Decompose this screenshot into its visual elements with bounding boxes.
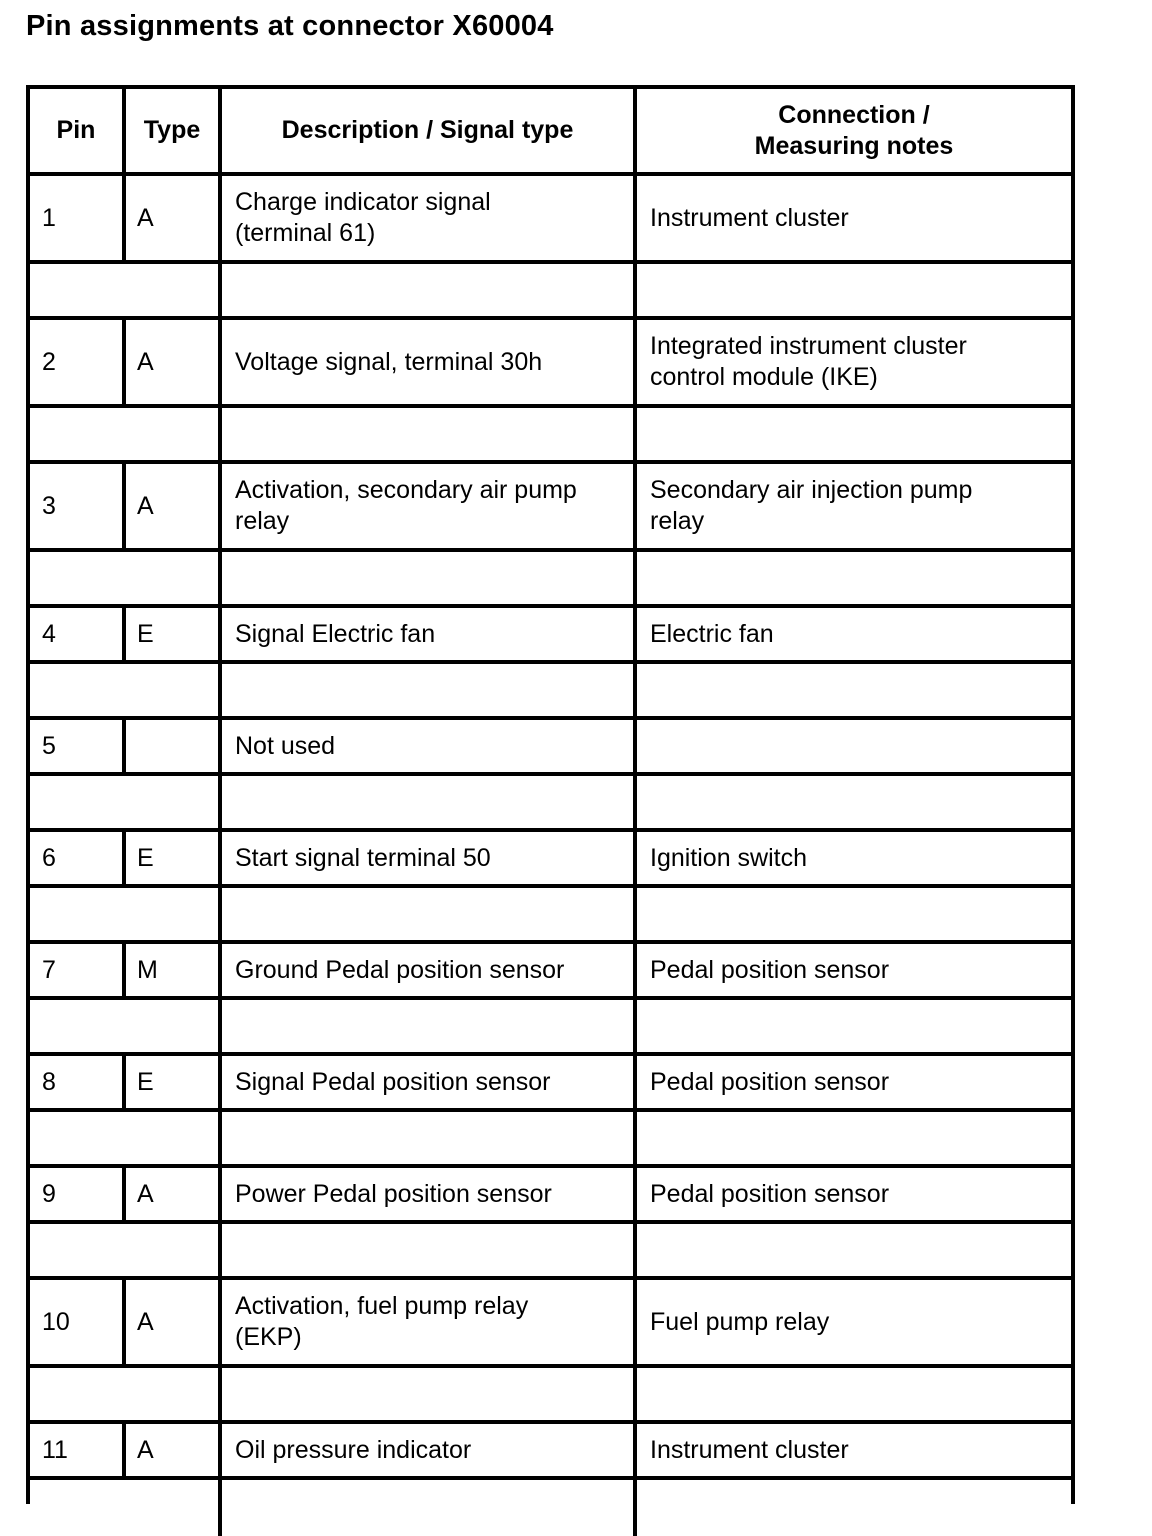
table-cell-pin: 4 <box>42 619 56 648</box>
spacer-column-divider <box>218 1108 222 1168</box>
table-cell-connection: Pedal position sensor <box>650 1179 890 1208</box>
table-cell-description: Activation, secondary air pump relay <box>235 476 577 535</box>
table-cell-pin: 5 <box>42 731 56 760</box>
row-divider <box>26 996 1075 1000</box>
row-column-divider <box>122 460 126 552</box>
spacer-column-divider <box>218 404 222 464</box>
table-cell-pin: 8 <box>42 1067 56 1096</box>
row-column-divider <box>633 940 637 1000</box>
table-cell-type: A <box>137 347 154 376</box>
row-divider <box>26 1364 1075 1368</box>
row-column-divider <box>122 1276 126 1368</box>
row-column-divider <box>218 460 222 552</box>
row-column-divider <box>633 828 637 888</box>
table-cell-type: E <box>137 619 154 648</box>
spacer-column-divider <box>218 884 222 944</box>
spacer-column-divider <box>218 1364 222 1424</box>
table-cell-connection: Secondary air injection pump relay <box>650 476 973 535</box>
spacer-column-divider <box>218 548 222 608</box>
spacer-column-divider <box>633 1476 637 1536</box>
spacer-column-divider <box>633 260 637 320</box>
table-cell-pin: 1 <box>42 203 56 232</box>
header-column-divider <box>122 85 126 176</box>
table-cell-pin: 7 <box>42 955 56 984</box>
header-column-divider <box>633 85 637 176</box>
row-column-divider <box>122 604 126 664</box>
spacer-column-divider <box>218 260 222 320</box>
table-cell-type: A <box>137 491 154 520</box>
table-cell-type: M <box>137 955 158 984</box>
row-column-divider <box>633 604 637 664</box>
row-divider <box>26 404 1075 408</box>
row-column-divider <box>218 1276 222 1368</box>
row-divider <box>26 1476 1075 1480</box>
spacer-column-divider <box>633 1364 637 1424</box>
table-cell-description: Signal Electric fan <box>235 619 436 648</box>
header-connection: Connection / Measuring notes <box>754 100 954 160</box>
table-cell-pin: 10 <box>42 1307 70 1336</box>
spacer-column-divider <box>218 660 222 720</box>
table-cell-pin: 6 <box>42 843 56 872</box>
row-column-divider <box>218 828 222 888</box>
row-column-divider <box>633 1420 637 1480</box>
row-column-divider <box>633 1052 637 1112</box>
spacer-column-divider <box>633 772 637 832</box>
table-cell-connection: Instrument cluster <box>650 203 849 232</box>
table-cell-description: Oil pressure indicator <box>235 1435 472 1464</box>
table-cell-description: Voltage signal, terminal 30h <box>235 347 543 376</box>
table-cell-connection: Pedal position sensor <box>650 955 890 984</box>
spacer-column-divider <box>633 1108 637 1168</box>
spacer-column-divider <box>218 772 222 832</box>
table-cell-pin: 3 <box>42 491 56 520</box>
header-pin: Pin <box>56 116 96 144</box>
table-cell-connection <box>637 720 1071 772</box>
row-divider <box>26 548 1075 552</box>
table-cell-pin: 11 <box>42 1435 68 1464</box>
table-cell-connection: Ignition switch <box>650 843 808 872</box>
table-cell-pin: 9 <box>42 1179 56 1208</box>
spacer-column-divider <box>218 1220 222 1280</box>
header-column-divider <box>218 85 222 176</box>
spacer-column-divider <box>633 884 637 944</box>
row-column-divider <box>218 604 222 664</box>
page-title: Pin assignments at connector X60004 <box>26 10 554 42</box>
table-cell-description: Activation, fuel pump relay (EKP) <box>235 1292 529 1351</box>
row-column-divider <box>633 316 637 408</box>
row-column-divider <box>122 828 126 888</box>
row-column-divider <box>122 172 126 264</box>
row-divider <box>26 660 1075 664</box>
table-cell-description: Not used <box>235 731 336 760</box>
table-cell-type: A <box>137 1435 154 1464</box>
table-cell-type: A <box>137 1307 154 1336</box>
spacer-column-divider <box>633 548 637 608</box>
row-column-divider <box>122 1420 126 1480</box>
header-description: Description / Signal type <box>281 116 574 144</box>
table-cell-connection: Instrument cluster <box>650 1435 849 1464</box>
row-divider <box>26 1220 1075 1224</box>
spacer-column-divider <box>218 996 222 1056</box>
table-cell-type: A <box>137 203 154 232</box>
row-column-divider <box>122 1052 126 1112</box>
row-divider <box>26 884 1075 888</box>
row-column-divider <box>122 1164 126 1224</box>
row-column-divider <box>122 316 126 408</box>
table-cell-description: Signal Pedal position sensor <box>235 1067 551 1096</box>
row-divider <box>26 1108 1075 1112</box>
table-cell-pin: 2 <box>42 347 56 376</box>
row-column-divider <box>633 172 637 264</box>
row-column-divider <box>218 172 222 264</box>
spacer-column-divider <box>633 404 637 464</box>
header-type: Type <box>143 116 201 144</box>
table-cell-type: E <box>137 1067 154 1096</box>
table-cell-connection: Integrated instrument cluster control module (IKE) <box>650 332 967 391</box>
row-column-divider <box>218 1052 222 1112</box>
table-cell-connection: Fuel pump relay <box>650 1307 830 1336</box>
row-column-divider <box>633 716 637 776</box>
row-column-divider <box>218 316 222 408</box>
row-column-divider <box>633 1164 637 1224</box>
row-divider <box>26 772 1075 776</box>
row-divider <box>26 260 1075 264</box>
row-column-divider <box>633 1276 637 1368</box>
row-column-divider <box>633 460 637 552</box>
row-column-divider <box>122 716 126 776</box>
spacer-column-divider <box>218 1476 222 1536</box>
table-cell-type: E <box>137 843 154 872</box>
table-cell-connection: Pedal position sensor <box>650 1067 890 1096</box>
table-cell-description: Start signal terminal 50 <box>235 843 491 872</box>
row-column-divider <box>218 1164 222 1224</box>
table-cell-type: A <box>137 1179 154 1208</box>
table-cell-description: Ground Pedal position sensor <box>235 955 565 984</box>
table-cell-connection: Electric fan <box>650 619 774 648</box>
spacer-column-divider <box>633 996 637 1056</box>
row-column-divider <box>122 940 126 1000</box>
spacer-column-divider <box>633 1220 637 1280</box>
row-column-divider <box>218 716 222 776</box>
table-cell-type <box>126 720 218 772</box>
spacer-column-divider <box>633 660 637 720</box>
row-column-divider <box>218 940 222 1000</box>
table-cell-description: Charge indicator signal (terminal 61) <box>235 188 491 247</box>
table-cell-description: Power Pedal position sensor <box>235 1179 552 1208</box>
row-column-divider <box>218 1420 222 1480</box>
